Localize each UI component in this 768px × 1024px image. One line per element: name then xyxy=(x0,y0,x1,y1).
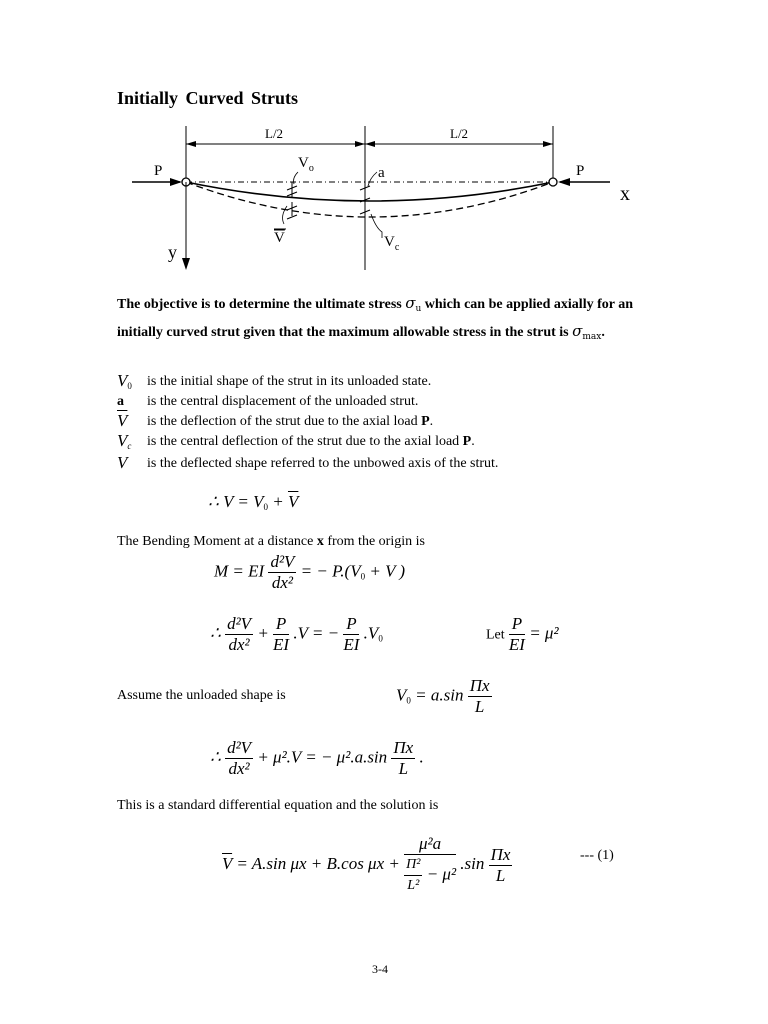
def-text: is the initial shape of the strut in its unloaded state. xyxy=(147,374,432,389)
x-axis-label: x xyxy=(620,183,630,205)
equation-total-deflection: ∴ $V = V_0 + \overline{V}$ xyxy=(208,492,299,512)
vc-label: $V_c$ xyxy=(384,234,400,253)
sigma-u-symbol: $\sigma_u$ xyxy=(405,294,422,314)
equation-reference: --- (1) xyxy=(580,848,614,863)
equation-solution: $\overline{V} = A.\sin$ μx + B.cos μx + μ²a $\frac{\text{Π²}}{\text{L²}}$ − μ² .sin $\frac{\Pi x}{L}$ xyxy=(222,834,511,893)
equation-differential-2: ∴ $\frac{\text{d²V}}{\text{dx²}}$ + μ².V = − μ².a.sin $\frac{\Pi x}{L}$ . xyxy=(210,738,424,778)
def-text: is the deflected shape referred to the unbowed axis of the strut. xyxy=(147,456,499,471)
bending-moment-intro: The Bending Moment at a distance x from the origin is xyxy=(117,534,425,549)
assume-shape-text: Assume the unloaded shape is xyxy=(117,688,286,703)
standard-equation-text: This is a standard differential equation and the solution is xyxy=(117,798,439,813)
objective-paragraph: The objective is to determine the ultimate stress $\sigma_u$ which can be applied axially for an initially curved strut given that the maximum allowable stress in the strut is $\sigma_{max}$. xyxy=(117,294,633,342)
load-right-label: P xyxy=(576,163,585,179)
equation-differential-1: ∴ $\frac{\text{d²V}}{\text{dx²}}$ + $\frac{P}{EI}$ .V = − $\frac{P}{EI}$ $.V_0$ xyxy=(210,614,383,654)
v0-label: $V_o$ xyxy=(298,155,314,174)
def-symbol: $V_c$ xyxy=(117,431,132,451)
dim-right-label: L/2 xyxy=(450,126,469,141)
a-label: a xyxy=(378,165,385,181)
y-axis-label: y xyxy=(168,242,177,262)
equation-let-mu: Let $\frac{P}{EI}$ = μ² xyxy=(486,614,559,654)
def-symbol: $\overline{V}$ xyxy=(117,411,128,430)
equation-bending-moment: M = EI $\frac{\text{d²V}}{\text{dx²}}$ = − $P.(V_0 + V$ ) xyxy=(214,552,406,592)
def-symbol: V xyxy=(117,453,128,472)
objective-text-1: The objective is to determine the ultimate stress xyxy=(117,297,402,312)
def-text: is the central displacement of the unloaded strut. xyxy=(147,394,419,409)
def-text: is the deflection of the strut due to the axial load P. xyxy=(147,414,434,429)
strut-diagram xyxy=(120,120,660,280)
sigma-max-symbol: $\sigma_{max}$ xyxy=(572,322,602,342)
equation-unloaded-shape: $V_0 = a.\sin$ $\frac{\Pi x}{L}$ xyxy=(396,676,490,716)
page-title: Initially Curved Struts xyxy=(117,88,299,108)
def-symbol: a xyxy=(117,394,124,409)
def-symbol: $V_0$ xyxy=(117,371,132,391)
vbar-label: V xyxy=(274,230,285,246)
objective-text-2: which can be applied axially for an initially curved strut given that the maximum allowable stress in the strut is xyxy=(117,297,633,340)
page-number: 3-4 xyxy=(372,962,388,976)
def-text: is the central deflection of the strut due to the axial load P. xyxy=(147,434,475,449)
dim-left-label: L/2 xyxy=(265,126,284,141)
load-left-label: P xyxy=(154,163,163,179)
